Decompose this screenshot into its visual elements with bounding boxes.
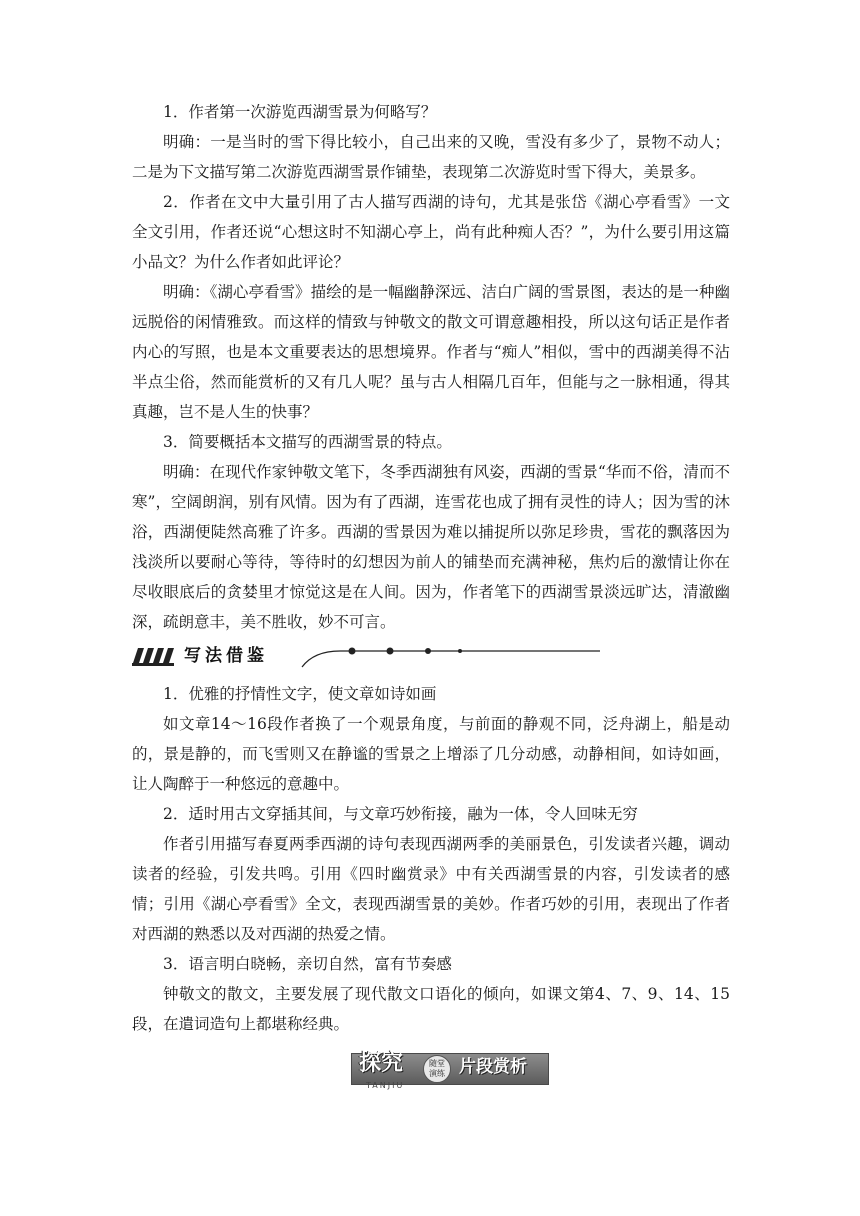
technique-2-title: 2．适时用古文穿插其间，与文章巧妙衔接，融为一体，令人回味无穷 [163, 805, 638, 823]
answer-1: 明确：一是当时的雪下得比较小，自己出来的又晚，雪没有多少了，景物不动人；二是为下文描写第二次游览西湖雪景作铺垫，表现第二次游览时雪下得大，美景多。 [132, 133, 730, 181]
section-title: 写法借鉴 [184, 646, 268, 666]
technique-1-body: 如文章14～16段作者换了一个观景角度，与前面的静观不同，泛舟湖上，船是动的，景是静的，而飞雪则又在静谧的雪景之上增添了几分动感，动静相间，如诗如画，让人陶醉于一种悠远的意趣中。 [132, 715, 730, 793]
answer-3: 明确：在现代作家钟敬文笔下，冬季西湖独有风姿，西湖的雪景“华而不俗，清而不寒”，空阔朗润，别有风情。因为有了西湖，连雪花也成了拥有灵性的诗人；因为雪的沐浴，西湖便陡然高雅了许多。西湖的雪景因为难以捕捉所以弥足珍贵，雪花的飘落因为浅淡所以要耐心等待，等待时的幻想因为前人的铺垫而充满神秘，焦灼后的激情让你在尽收眼底后的贪婪里才惊觉这是在人间。因为，作者笔下的西湖雪景淡远旷达，清澈幽深，疏朗意丰，美不胜收，妙不可言。 [132, 463, 730, 631]
document-body [132, 97, 730, 1039]
banner-badge-bottom: 演练 [429, 1069, 445, 1078]
banner-badge-top: 随堂 [429, 1059, 445, 1068]
question-1: 1．作者第一次游览西湖雪景为何略写？ [163, 103, 437, 121]
banner-secondary-label: 片段赏析 [459, 1057, 527, 1077]
answer-2: 明确：《湖心亭看雪》描绘的是一幅幽静深远、洁白广阔的雪景图，表达的是一种幽远脱俗的闲情雅致。而这样的情致与钟敬文的散文可谓意趣相投，所以这句话正是作者内心的写照，也是本文重要表达的思想境界。作者与“痴人”相似，雪中的西湖美得不沾半点尘俗，然而能赏析的又有几人呢？虽与古人相隔几百年，但能与之一脉相通，得其真趣，岂不是人生的快事？ [132, 283, 730, 421]
technique-3-body: 钟敬文的散文，主要发展了现代散文口语化的倾向，如课文第4、7、9、14、15段，在遣词造句上都堪称经典。 [132, 985, 730, 1033]
section-header [0, 641, 860, 673]
technique-2-body: 作者引用描写春夏两季西湖的诗句表现西湖两季的美丽景色，引发读者兴趣，调动读者的经验，引发共鸣。引用《四时幽赏录》中有关西湖雪景的内容，引发读者的感情；引用《湖心亭看雪》全文，表现西湖雪景的美妙。作者巧妙的引用，表现出了作者对西湖的熟悉以及对西湖的热爱之情。 [132, 835, 730, 943]
stripes-icon [132, 648, 174, 666]
banner-main-label: 探究 [359, 1051, 404, 1076]
question-3: 3．简要概括本文描写的西湖雪景的特点。 [163, 433, 452, 451]
banner-badge [423, 1055, 451, 1083]
technique-1-title: 1．优雅的抒情性文字，使文章如诗如画 [163, 685, 437, 703]
technique-3-title: 3．语言明白晓畅，亲切自然，富有节奏感 [163, 955, 452, 973]
tanjiu-banner [351, 1049, 551, 1093]
banner-pinyin-label: TANJIU [366, 1081, 405, 1090]
question-2: 2．作者在文中大量引用了古人描写西湖的诗句，尤其是张岱《湖心亭看雪》一文全文引用，作者还说“心想这时不知湖心亭上，尚有此种痴人否？”，为什么要引用这篇小品文？为什么作者如此评论？ [132, 193, 730, 271]
decorative-dotted-line-icon [300, 643, 600, 671]
